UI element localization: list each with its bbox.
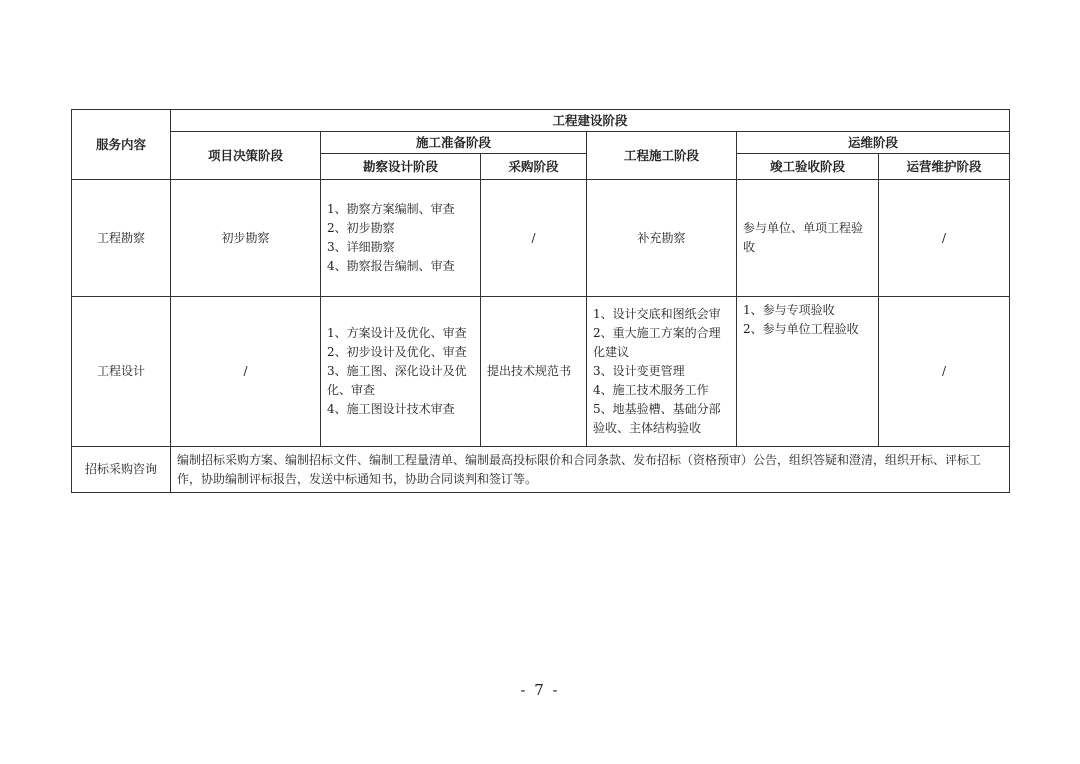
list-item: 3、详细勘察: [327, 240, 395, 254]
header-completion-acceptance: 竣工验收阶段: [737, 154, 879, 180]
procurement-consulting-cell: 编制招标采购方案、编制招标文件、编制工程量清单、编制最高投标限价和合同条款、发布招标（资格预审）公告，组织答疑和澄清，组织开标、评标工作，协助编制评标报告，发送中标通知书，协助合同谈判和签订等。: [171, 447, 1010, 493]
list-item: 2、初步设计及优化、审查: [327, 345, 467, 359]
header-operation-stage: 运维阶段: [737, 132, 1010, 154]
header-construction-stage: 工程建设阶段: [171, 110, 1010, 132]
survey-procurement-cell: /: [481, 180, 587, 297]
list-item: 3、施工图、深化设计及优化、审查: [327, 364, 467, 397]
list-item: 1、参与专项验收: [743, 303, 835, 317]
list-item: 2、初步勘察: [327, 221, 395, 235]
list-item: 4、施工图设计技术审查: [327, 402, 455, 416]
survey-completion-cell: 参与单位、单项工程验收: [737, 180, 879, 297]
design-survey-design-cell: [321, 297, 481, 447]
design-completion-cell: [737, 297, 879, 447]
survey-design-cell: [321, 180, 481, 297]
list-item: 4、施工技术服务工作: [593, 383, 709, 397]
survey-maintenance-cell: /: [879, 180, 1010, 297]
header-decision-stage: 项目决策阶段: [171, 132, 321, 180]
table-row-design: [72, 297, 1010, 447]
survey-decision-cell: 初步勘察: [171, 180, 321, 297]
header-operation-maintenance: 运营维护阶段: [879, 154, 1010, 180]
list-item: 5、地基验槽、基础分部验收、主体结构验收: [593, 402, 721, 435]
header-prep-stage: 施工准备阶段: [321, 132, 587, 154]
list-item: 1、方案设计及优化、审查: [327, 326, 467, 340]
header-service-content: 服务内容: [72, 110, 171, 180]
row-label-survey: 工程勘察: [72, 180, 171, 297]
header-construction-phase: 工程施工阶段: [587, 132, 737, 180]
survey-construction-cell: 补充勘察: [587, 180, 737, 297]
list-item: 3、设计变更管理: [593, 364, 685, 378]
design-decision-cell: /: [171, 297, 321, 447]
design-construction-cell: [587, 297, 737, 447]
list-item: 1、设计交底和图纸会审: [593, 307, 721, 321]
row-label-procurement-consulting: 招标采购咨询: [72, 447, 171, 493]
row-label-design: 工程设计: [72, 297, 171, 447]
header-procurement-stage: 采购阶段: [481, 154, 587, 180]
page-number: - 7 -: [520, 681, 560, 699]
header-survey-design-stage: 勘察设计阶段: [321, 154, 481, 180]
list-item: 4、勘察报告编制、审查: [327, 259, 455, 273]
design-maintenance-cell: /: [879, 297, 1010, 447]
table-row-procurement-consulting: [72, 447, 1010, 493]
table-row-survey: [72, 180, 1010, 297]
list-item: 2、重大施工方案的合理化建议: [593, 326, 721, 359]
list-item: 1、勘察方案编制、审查: [327, 202, 455, 216]
service-table: [71, 109, 1010, 493]
design-procurement-cell: 提出技术规范书: [481, 297, 587, 447]
list-item: 2、参与单位工程验收: [743, 322, 859, 336]
